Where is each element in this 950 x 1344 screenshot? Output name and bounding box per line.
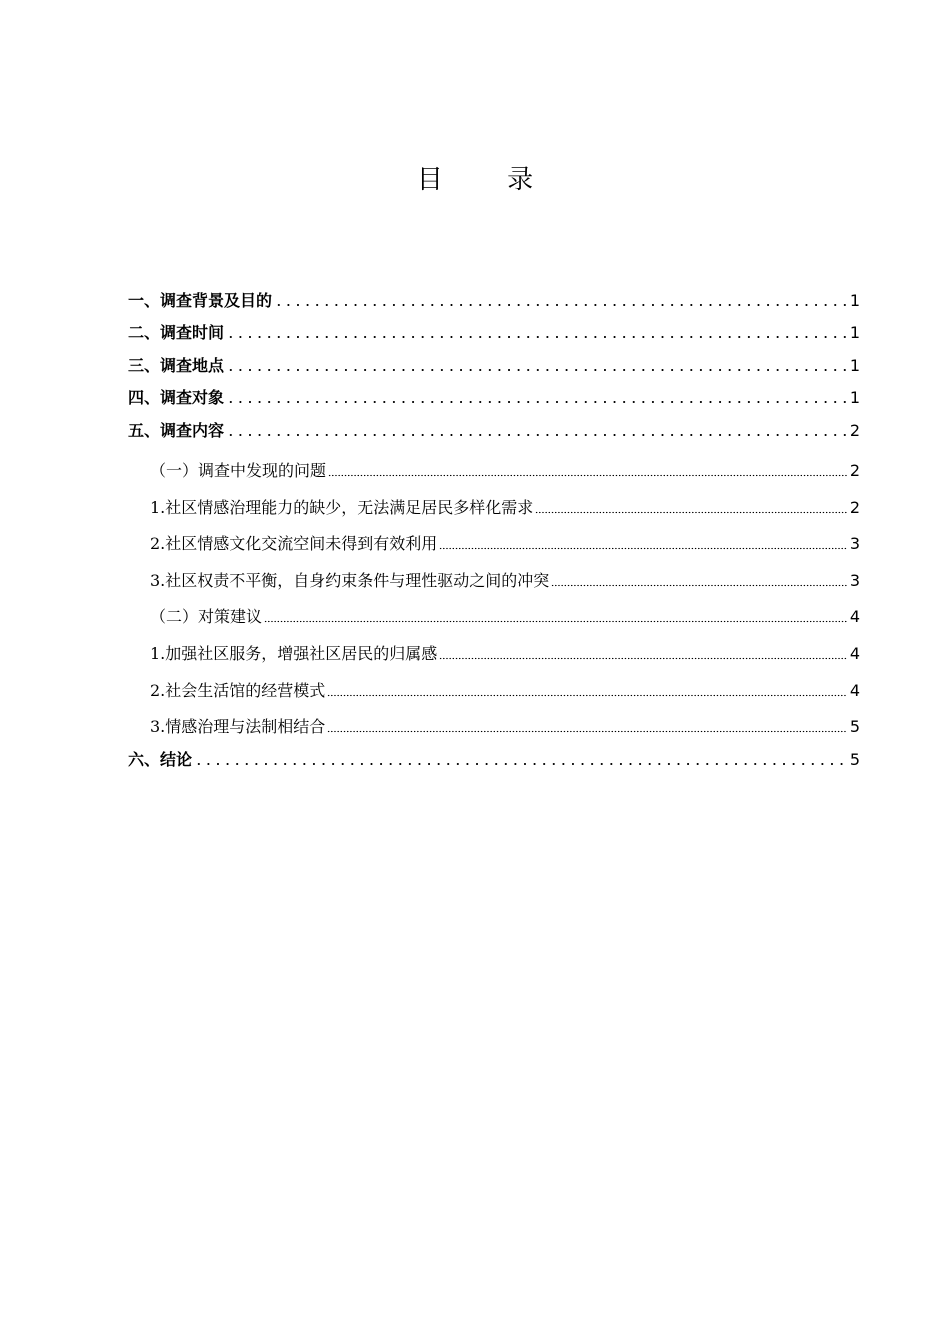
toc-entry-label: 一、调查背景及目的 [128,290,273,310]
dot-leader [327,693,847,697]
toc-entry-suggestion-2[interactable] [128,664,860,701]
toc-entry-page: 1 [849,388,860,408]
dot-leader [226,335,847,339]
toc-entry-label: 二、调查时间 [128,323,225,343]
toc-entry-content[interactable] [128,408,860,441]
toc-entry-problems[interactable] [128,441,860,481]
dot-leader [274,303,847,307]
toc-entry-page: 1 [849,290,860,310]
toc-entry-page: 1 [849,355,860,375]
toc-entry-label: 三、调查地点 [128,355,225,375]
toc-entry-subjects[interactable] [128,376,860,409]
toc-entry-label: 2.社会生活馆的经营模式 [150,680,326,700]
toc-entry-problem-2[interactable] [128,518,860,555]
dot-leader [328,473,847,477]
toc-entry-label: 四、调查对象 [128,388,225,408]
toc-entry-page: 2 [849,497,860,517]
toc-entry-conclusion[interactable] [128,737,860,770]
toc-entry-page: 2 [849,460,860,480]
toc-entry-time[interactable] [128,311,860,344]
toc-entry-label: 1.社区情感治理能力的缺少，无法满足居民多样化需求 [150,497,534,517]
toc-entry-suggestion-1[interactable] [128,627,860,664]
toc-entry-label: （二）对策建议 [150,607,263,627]
dot-leader [226,368,847,372]
table-of-contents [128,278,860,770]
toc-entry-page: 5 [849,717,860,737]
toc-entry-label: 五、调查内容 [128,420,225,440]
dot-leader [551,583,847,587]
toc-entry-page: 4 [849,680,860,700]
dot-leader [264,619,847,623]
toc-entry-page: 3 [849,534,860,554]
toc-entry-label: 2.社区情感文化交流空间未得到有效利用 [150,534,438,554]
toc-entry-page: 2 [849,420,860,440]
toc-entry-label: 3.情感治理与法制相结合 [150,717,326,737]
dot-leader [439,656,847,660]
toc-entry-page: 4 [849,607,860,627]
toc-entry-label: （一）调查中发现的问题 [150,460,327,480]
toc-entry-suggestions[interactable] [128,591,860,628]
dot-leader [194,762,847,766]
toc-entry-page: 5 [849,749,860,769]
toc-entry-suggestion-3[interactable] [128,701,860,738]
toc-entry-location[interactable] [128,343,860,376]
toc-entry-problem-1[interactable] [128,481,860,518]
dot-leader [327,729,847,733]
dot-leader [535,510,847,514]
toc-entry-label: 1.加强社区服务，增强社区居民的归属感 [150,643,438,663]
dot-leader [226,400,847,404]
toc-entry-label: 3.社区权责不平衡，自身约束条件与理性驱动之间的冲突 [150,570,550,590]
toc-entry-page: 4 [849,643,860,663]
toc-entry-background[interactable] [128,278,860,311]
dot-leader [226,433,847,437]
toc-entry-label: 六、结论 [128,749,193,769]
toc-entry-page: 1 [849,323,860,343]
toc-title: 目 录 [416,165,562,195]
dot-leader [439,546,847,550]
toc-entry-page: 3 [849,570,860,590]
toc-entry-problem-3[interactable] [128,554,860,591]
